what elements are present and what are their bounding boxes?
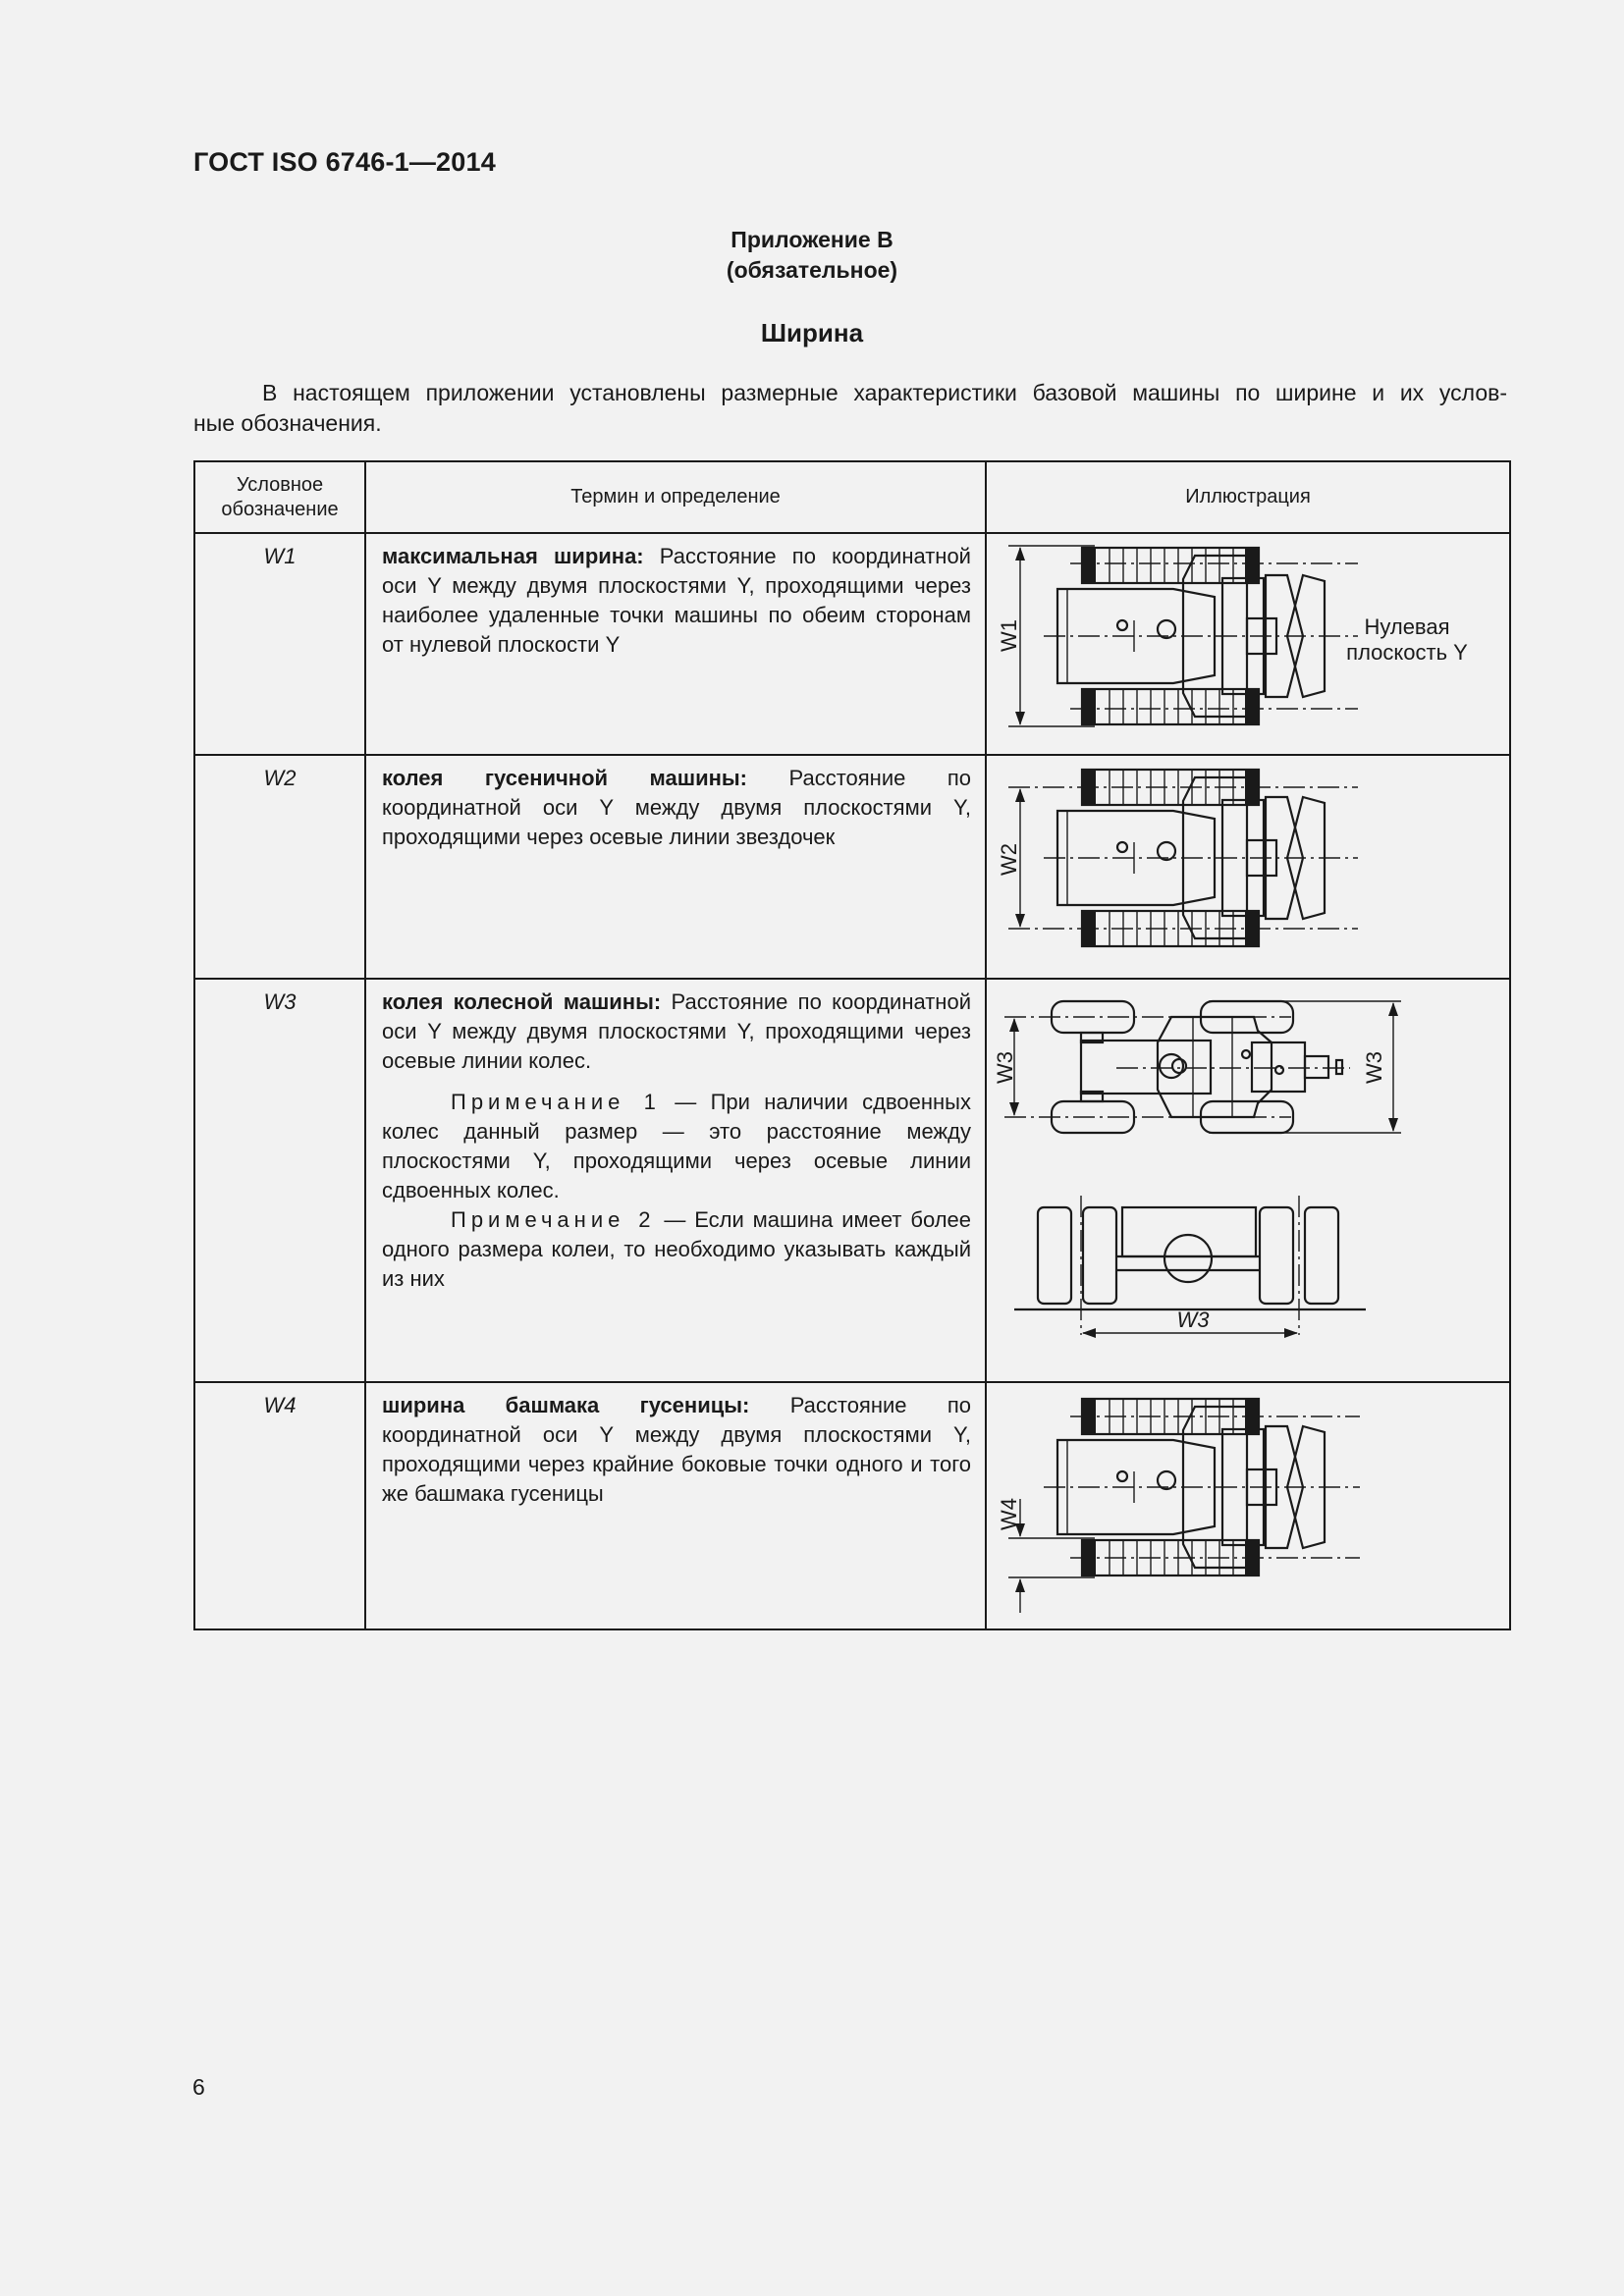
table-row	[194, 755, 1510, 979]
zero-plane-label: Нулевая	[1364, 614, 1450, 639]
dimension-label: W3	[993, 1051, 1017, 1084]
term-definition: Расстояние по координатной оси Y между двумя плоскостями Y, проходящими через наиболее удаленные точки машины по обеим сторонам от нулевой плоскости Y	[382, 544, 971, 657]
note-2: Примечание 2 — Если машина имеет более одного размера колеи, то необходимо указывать каждый из них	[382, 1207, 972, 1291]
symbol-cell: W2	[194, 755, 365, 979]
symbol-cell: W3	[194, 979, 365, 1382]
header-symbol: Условное обозначение	[194, 461, 365, 533]
illustration-cell	[986, 1382, 1510, 1629]
intro-line-1: В настоящем приложении установлены размерные характеристики базовой машины по ширине и их услов-	[262, 380, 1507, 405]
illustration-cell	[986, 979, 1510, 1382]
intro-line-2: ные обозначения.	[193, 410, 382, 436]
term-name: максимальная ширина:	[382, 544, 644, 568]
page-number: 6	[192, 2074, 205, 2100]
dimension-label: W1	[997, 619, 1021, 652]
intro-paragraph	[193, 378, 1507, 439]
symbol-cell: W4	[194, 1382, 365, 1629]
wheeled-tractor-rear-view	[1038, 1207, 1338, 1304]
definitions-table	[193, 460, 1511, 1630]
term-cell	[365, 755, 986, 979]
term-name: ширина башмака гусеницы:	[382, 1393, 750, 1417]
term-definition: Расстояние по координатной оси Y между двумя плоскостями Y, проходящими через осевые линии звездочек	[382, 766, 971, 849]
term-name: колея гусеничной машины:	[382, 766, 748, 790]
illustration-cell	[986, 755, 1510, 979]
term-cell	[365, 1382, 986, 1629]
crawler-shoe-width-drawing	[987, 1383, 1511, 1619]
table-header-row	[194, 461, 1510, 533]
illustration-cell	[986, 533, 1510, 755]
document-code: ГОСТ ISO 6746-1—2014	[193, 147, 496, 177]
annex-status: (обязательное)	[726, 257, 898, 283]
header-illustration: Иллюстрация	[986, 461, 1510, 533]
table-row	[194, 1382, 1510, 1629]
section-title: Ширина	[760, 318, 864, 347]
wheeled-tractor-top-view	[1052, 1001, 1342, 1133]
table-row	[194, 979, 1510, 1382]
zero-plane-label-2: плоскость Y	[1346, 640, 1468, 665]
header-term: Термин и определение	[365, 461, 986, 533]
term-name: колея колесной машины:	[382, 989, 662, 1014]
term-definition: Расстояние по координатной оси Y между двумя плоскостями Y, проходящими через крайние боковые точки одного и того же башмака гусеницы	[382, 1393, 971, 1506]
note-1: Примечание 1 — При наличии сдвоенных колес данный размер — это расстояние между плоскостями Y, проходящими через осевые линии сдвоенных колес.	[382, 1090, 971, 1202]
dimension-label: W2	[997, 843, 1021, 876]
dimension-label-rear: W3	[1176, 1308, 1210, 1332]
crawler-track-gauge-drawing	[987, 756, 1511, 968]
wheeled-track-gauge-drawing	[987, 980, 1511, 1371]
term-definition: Расстояние по координатной оси Y между двумя плоскостями Y, проходящими через осевые линии колес.	[382, 989, 971, 1073]
annex-title: Приложение B	[731, 227, 893, 252]
dimension-label-right: W3	[1362, 1051, 1386, 1084]
term-cell	[365, 979, 986, 1382]
dimension-label: W4	[997, 1498, 1021, 1530]
term-cell	[365, 533, 986, 755]
crawler-max-width-drawing	[987, 534, 1511, 744]
symbol-cell: W1	[194, 533, 365, 755]
table-row	[194, 533, 1510, 755]
